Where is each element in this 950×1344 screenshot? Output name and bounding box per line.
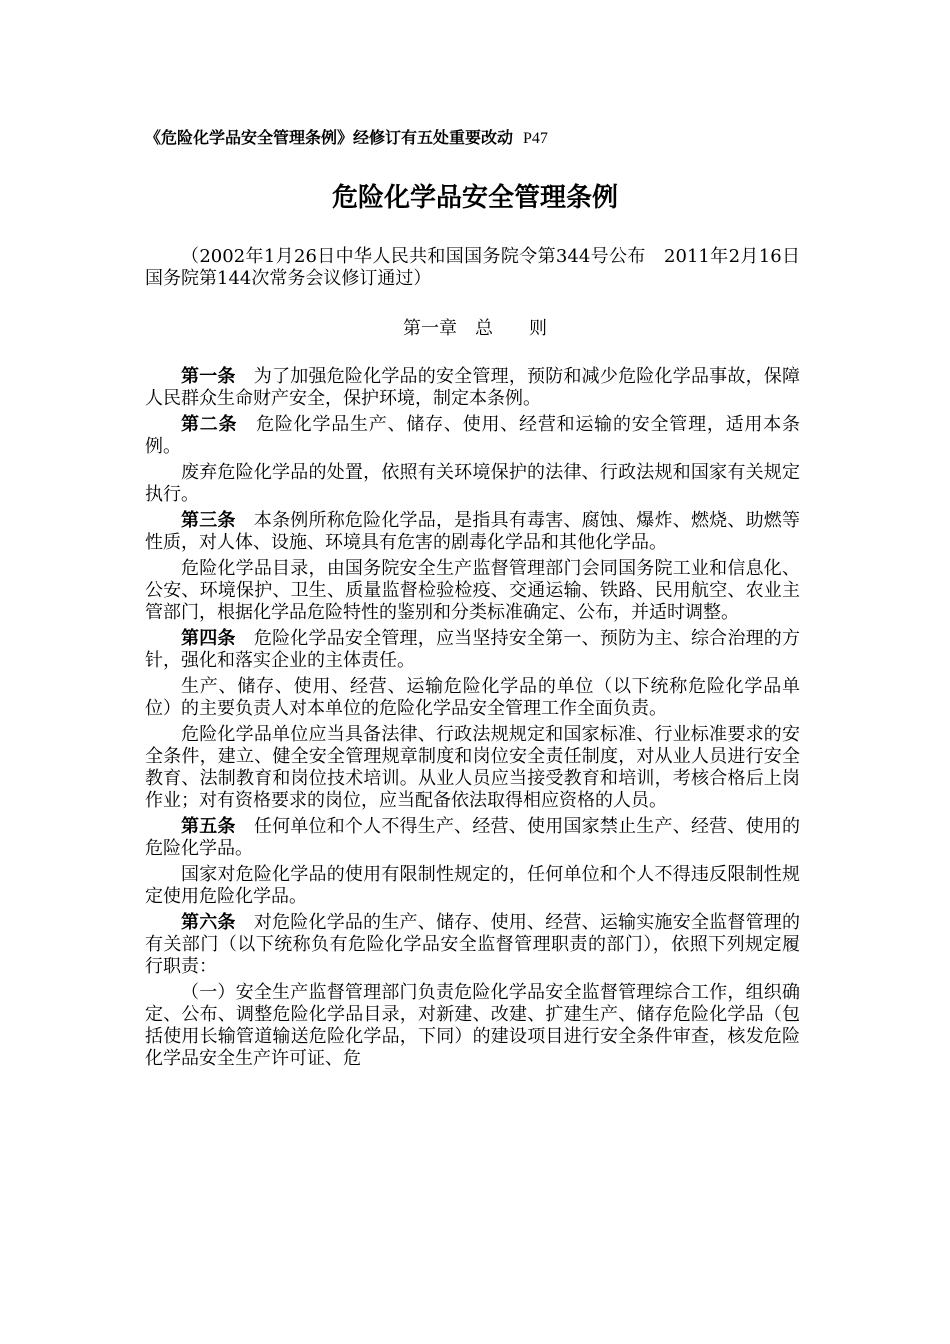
- article-text: 危险化学品目录，由国务院安全生产监督管理部门会同国务院工业和信息化、公安、环境保护、卫生、质量监督检验检疫、交通运输、铁路、民用航空、农业主管部门，根据化学品危险特性的鉴别和分类标准确定、公布，并适时调整。: [145, 558, 800, 623]
- article-text: 任何单位和个人不得生产、经营、使用国家禁止生产、经营、使用的危险化学品。: [145, 816, 801, 859]
- article-text: 对危险化学品的生产、储存、使用、经营、运输实施安全监督管理的有关部门（以下统称负有危险化学品安全监督管理职责的部门），依照下列规定履行职责：: [145, 912, 801, 977]
- header-note: [145, 128, 548, 149]
- article-paragraph: [145, 912, 800, 978]
- article-paragraph: [145, 558, 800, 624]
- article-text: 本条例所称危险化学品，是指具有毒害、腐蚀、爆炸、燃烧、助燃等性质，对人体、设施、环境具有危害的剧毒化学品和其他化学品。: [145, 510, 801, 553]
- article-paragraph: [145, 816, 800, 860]
- article-text: （一）安全生产监督管理部门负责危险化学品安全监督管理综合工作，组织确定、公布、调整危险化学品目录，对新建、改建、扩建生产、储存危险化学品（包括使用长输管道输送危险化学品，下同）的建设项目进行安全条件审查，核发危险化学品安全生产许可证、危: [145, 982, 800, 1069]
- article-text: 危险化学品单位应当具备法律、行政法规规定和国家标准、行业标准要求的安全条件，建立、健全安全管理规章制度和岗位安全责任制度，对从业人员进行安全教育、法制教育和岗位技术培训。从业人员应当接受教育和培训，考核合格后上岗作业；对有资格要求的岗位，应当配备依法取得相应资格的人员。: [145, 724, 800, 811]
- article-number: 第二条: [181, 414, 238, 435]
- article-paragraph: [145, 414, 800, 458]
- article-text: 废弃危险化学品的处置，依照有关环境保护的法律、行政法规和国家有关规定执行。: [145, 462, 800, 505]
- article-paragraph: [145, 982, 800, 1070]
- header-note-page-ref: P47: [523, 130, 548, 147]
- document-title: 危险化学品安全管理条例: [331, 183, 618, 213]
- article-text: 国家对危险化学品的使用有限制性规定的，任何单位和个人不得违反限制性规定使用危险化学品。: [145, 864, 800, 907]
- chapter-heading: 第一章 总 则: [403, 318, 547, 339]
- article-paragraph: [145, 366, 800, 410]
- article-text: 为了加强危险化学品的安全管理，预防和减少危险化学品事故，保障人民群众生命财产安全，保护环境，制定本条例。: [145, 366, 801, 409]
- article-paragraph: [145, 724, 800, 812]
- article-paragraph: [145, 628, 800, 672]
- article-text: 危险化学品生产、储存、使用、经营和运输的安全管理，适用本条例。: [145, 414, 800, 457]
- article-number: 第一条: [181, 366, 236, 387]
- promulgation-text: （2002年1月26日中华人民共和国国务院令第344号公布 2011年2月16日国务院第144次常务会议修订通过）: [145, 246, 800, 289]
- article-text: 危险化学品安全管理，应当坚持安全第一、预防为主、综合治理的方针，强化和落实企业的主体责任。: [145, 628, 801, 671]
- article-number: 第三条: [181, 510, 236, 531]
- promulgation-note: [145, 246, 800, 294]
- article-paragraph: [145, 510, 800, 554]
- article-number: 第五条: [181, 816, 236, 837]
- article-paragraph: [145, 864, 800, 908]
- article-paragraph: [145, 462, 800, 506]
- article-body: [145, 366, 800, 1074]
- article-paragraph: [145, 676, 800, 720]
- header-note-title: 《危险化学品安全管理条例》经修订有五处重要改动: [145, 128, 514, 147]
- article-text: 生产、储存、使用、经营、运输危险化学品的单位（以下统称危险化学品单位）的主要负责人对本单位的危险化学品安全管理工作全面负责。: [145, 676, 800, 719]
- article-number: 第四条: [181, 628, 236, 649]
- article-number: 第六条: [181, 912, 236, 933]
